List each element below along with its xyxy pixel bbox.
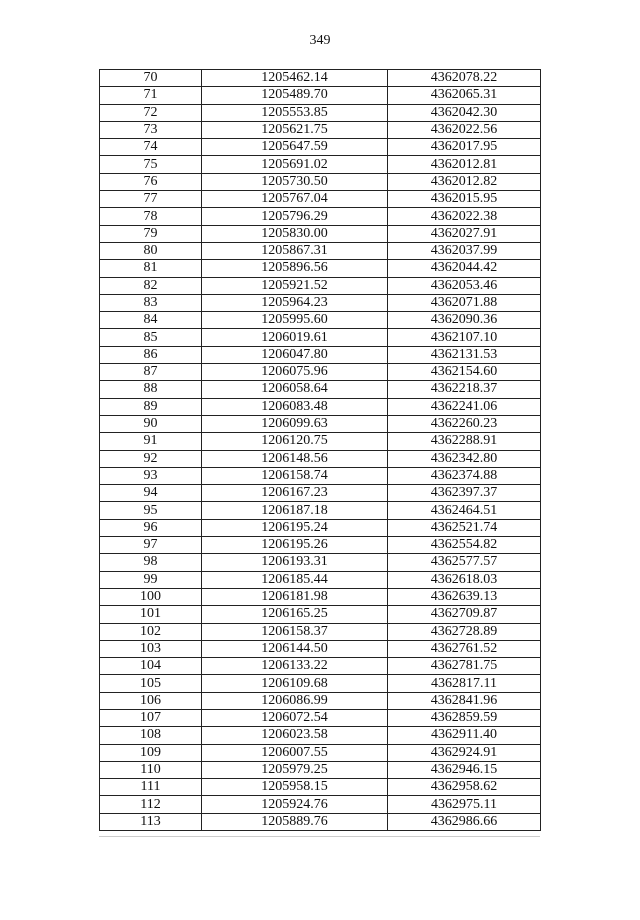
point-number-cell: 102: [100, 623, 202, 640]
y-coordinate-cell: 4362817.11: [388, 675, 541, 692]
point-number-cell: 110: [100, 761, 202, 778]
y-coordinate-cell: 4362042.30: [388, 104, 541, 121]
table-row: [100, 139, 541, 156]
x-coordinate-cell: 1206144.50: [202, 640, 388, 657]
point-number-cell: 81: [100, 260, 202, 277]
y-coordinate-cell: 4362342.80: [388, 450, 541, 467]
y-coordinate-cell: 4362154.60: [388, 364, 541, 381]
point-number-cell: 107: [100, 709, 202, 726]
table-row: [100, 623, 541, 640]
x-coordinate-cell: 1206187.18: [202, 502, 388, 519]
x-coordinate-cell: 1205647.59: [202, 139, 388, 156]
point-number-cell: 108: [100, 727, 202, 744]
y-coordinate-cell: 4362027.91: [388, 225, 541, 242]
y-coordinate-cell: 4362464.51: [388, 502, 541, 519]
table-row: [100, 640, 541, 657]
x-coordinate-cell: 1206099.63: [202, 415, 388, 432]
table-row: [100, 121, 541, 138]
point-number-cell: 74: [100, 139, 202, 156]
point-number-cell: 111: [100, 779, 202, 796]
y-coordinate-cell: 4362107.10: [388, 329, 541, 346]
x-coordinate-cell: 1206072.54: [202, 709, 388, 726]
y-coordinate-cell: 4362022.56: [388, 121, 541, 138]
x-coordinate-cell: 1206019.61: [202, 329, 388, 346]
point-number-cell: 72: [100, 104, 202, 121]
x-coordinate-cell: 1205867.31: [202, 242, 388, 259]
point-number-cell: 82: [100, 277, 202, 294]
y-coordinate-cell: 4362975.11: [388, 796, 541, 813]
coordinates-table: [99, 69, 541, 831]
table-row: [100, 554, 541, 571]
point-number-cell: 104: [100, 658, 202, 675]
x-coordinate-cell: 1206167.23: [202, 485, 388, 502]
point-number-cell: 85: [100, 329, 202, 346]
x-coordinate-cell: 1205958.15: [202, 779, 388, 796]
x-coordinate-cell: 1205979.25: [202, 761, 388, 778]
table-row: [100, 588, 541, 605]
point-number-cell: 95: [100, 502, 202, 519]
table-row: [100, 70, 541, 87]
table-row: [100, 173, 541, 190]
x-coordinate-cell: 1206083.48: [202, 398, 388, 415]
table-row: [100, 87, 541, 104]
x-coordinate-cell: 1206075.96: [202, 364, 388, 381]
x-coordinate-cell: 1206195.26: [202, 537, 388, 554]
table-row: [100, 519, 541, 536]
y-coordinate-cell: 4362397.37: [388, 485, 541, 502]
point-number-cell: 77: [100, 191, 202, 208]
table-row: [100, 675, 541, 692]
y-coordinate-cell: 4362577.57: [388, 554, 541, 571]
x-coordinate-cell: 1206023.58: [202, 727, 388, 744]
point-number-cell: 93: [100, 467, 202, 484]
point-number-cell: 99: [100, 571, 202, 588]
y-coordinate-cell: 4362260.23: [388, 415, 541, 432]
y-coordinate-cell: 4362986.66: [388, 813, 541, 830]
y-coordinate-cell: 4362911.40: [388, 727, 541, 744]
y-coordinate-cell: 4362078.22: [388, 70, 541, 87]
x-coordinate-cell: 1205924.76: [202, 796, 388, 813]
table-row: [100, 502, 541, 519]
point-number-cell: 96: [100, 519, 202, 536]
point-number-cell: 75: [100, 156, 202, 173]
table-row: [100, 398, 541, 415]
x-coordinate-cell: 1206193.31: [202, 554, 388, 571]
x-coordinate-cell: 1206195.24: [202, 519, 388, 536]
y-coordinate-cell: 4362841.96: [388, 692, 541, 709]
point-number-cell: 86: [100, 346, 202, 363]
x-coordinate-cell: 1205995.60: [202, 312, 388, 329]
table-row: [100, 727, 541, 744]
x-coordinate-cell: 1206158.74: [202, 467, 388, 484]
point-number-cell: 103: [100, 640, 202, 657]
point-number-cell: 73: [100, 121, 202, 138]
point-number-cell: 71: [100, 87, 202, 104]
table-row: [100, 312, 541, 329]
x-coordinate-cell: 1205489.70: [202, 87, 388, 104]
y-coordinate-cell: 4362071.88: [388, 294, 541, 311]
x-coordinate-cell: 1206007.55: [202, 744, 388, 761]
y-coordinate-cell: 4362709.87: [388, 606, 541, 623]
table-row: [100, 450, 541, 467]
table-row: [100, 225, 541, 242]
point-number-cell: 88: [100, 381, 202, 398]
x-coordinate-cell: 1205921.52: [202, 277, 388, 294]
table-row: [100, 260, 541, 277]
table-row: [100, 485, 541, 502]
table-row: [100, 813, 541, 830]
x-coordinate-cell: 1206047.80: [202, 346, 388, 363]
table-row: [100, 537, 541, 554]
point-number-cell: 100: [100, 588, 202, 605]
y-coordinate-cell: 4362521.74: [388, 519, 541, 536]
point-number-cell: 106: [100, 692, 202, 709]
y-coordinate-cell: 4362618.03: [388, 571, 541, 588]
x-coordinate-cell: 1205964.23: [202, 294, 388, 311]
table-row: [100, 709, 541, 726]
table-row: [100, 242, 541, 259]
y-coordinate-cell: 4362859.59: [388, 709, 541, 726]
x-coordinate-cell: 1206185.44: [202, 571, 388, 588]
y-coordinate-cell: 4362017.95: [388, 139, 541, 156]
table-row: [100, 364, 541, 381]
point-number-cell: 112: [100, 796, 202, 813]
table-row: [100, 104, 541, 121]
y-coordinate-cell: 4362728.89: [388, 623, 541, 640]
point-number-cell: 83: [100, 294, 202, 311]
table-row: [100, 692, 541, 709]
y-coordinate-cell: 4362037.99: [388, 242, 541, 259]
point-number-cell: 80: [100, 242, 202, 259]
x-coordinate-cell: 1205767.04: [202, 191, 388, 208]
y-coordinate-cell: 4362012.81: [388, 156, 541, 173]
bottom-rule: [99, 836, 540, 837]
y-coordinate-cell: 4362022.38: [388, 208, 541, 225]
page-number: 349: [309, 33, 331, 48]
point-number-cell: 76: [100, 173, 202, 190]
point-number-cell: 70: [100, 70, 202, 87]
y-coordinate-cell: 4362044.42: [388, 260, 541, 277]
x-coordinate-cell: 1205553.85: [202, 104, 388, 121]
point-number-cell: 113: [100, 813, 202, 830]
y-coordinate-cell: 4362241.06: [388, 398, 541, 415]
x-coordinate-cell: 1205896.56: [202, 260, 388, 277]
point-number-cell: 98: [100, 554, 202, 571]
y-coordinate-cell: 4362554.82: [388, 537, 541, 554]
table-row: [100, 796, 541, 813]
table-row: [100, 658, 541, 675]
point-number-cell: 78: [100, 208, 202, 225]
y-coordinate-cell: 4362012.82: [388, 173, 541, 190]
x-coordinate-cell: 1205830.00: [202, 225, 388, 242]
point-number-cell: 91: [100, 433, 202, 450]
y-coordinate-cell: 4362065.31: [388, 87, 541, 104]
y-coordinate-cell: 4362288.91: [388, 433, 541, 450]
x-coordinate-cell: 1206086.99: [202, 692, 388, 709]
x-coordinate-cell: 1206158.37: [202, 623, 388, 640]
y-coordinate-cell: 4362946.15: [388, 761, 541, 778]
table-row: [100, 346, 541, 363]
y-coordinate-cell: 4362761.52: [388, 640, 541, 657]
y-coordinate-cell: 4362131.53: [388, 346, 541, 363]
y-coordinate-cell: 4362015.95: [388, 191, 541, 208]
table-row: [100, 294, 541, 311]
x-coordinate-cell: 1205691.02: [202, 156, 388, 173]
point-number-cell: 109: [100, 744, 202, 761]
table-row: [100, 381, 541, 398]
y-coordinate-cell: 4362218.37: [388, 381, 541, 398]
x-coordinate-cell: 1206148.56: [202, 450, 388, 467]
table-row: [100, 156, 541, 173]
y-coordinate-cell: 4362374.88: [388, 467, 541, 484]
x-coordinate-cell: 1206181.98: [202, 588, 388, 605]
table-row: [100, 415, 541, 432]
table-row: [100, 208, 541, 225]
point-number-cell: 89: [100, 398, 202, 415]
y-coordinate-cell: 4362924.91: [388, 744, 541, 761]
point-number-cell: 79: [100, 225, 202, 242]
x-coordinate-cell: 1206109.68: [202, 675, 388, 692]
point-number-cell: 101: [100, 606, 202, 623]
x-coordinate-cell: 1205621.75: [202, 121, 388, 138]
y-coordinate-cell: 4362958.62: [388, 779, 541, 796]
table-row: [100, 467, 541, 484]
y-coordinate-cell: 4362090.36: [388, 312, 541, 329]
table-row: [100, 277, 541, 294]
point-number-cell: 90: [100, 415, 202, 432]
x-coordinate-cell: 1205796.29: [202, 208, 388, 225]
y-coordinate-cell: 4362781.75: [388, 658, 541, 675]
x-coordinate-cell: 1205730.50: [202, 173, 388, 190]
point-number-cell: 105: [100, 675, 202, 692]
table-row: [100, 433, 541, 450]
point-number-cell: 92: [100, 450, 202, 467]
coordinates-table-body: [100, 70, 541, 831]
table-row: [100, 329, 541, 346]
table-row: [100, 606, 541, 623]
x-coordinate-cell: 1206133.22: [202, 658, 388, 675]
table-row: [100, 744, 541, 761]
x-coordinate-cell: 1205889.76: [202, 813, 388, 830]
table-row: [100, 779, 541, 796]
x-coordinate-cell: 1206058.64: [202, 381, 388, 398]
point-number-cell: 94: [100, 485, 202, 502]
point-number-cell: 84: [100, 312, 202, 329]
y-coordinate-cell: 4362639.13: [388, 588, 541, 605]
point-number-cell: 97: [100, 537, 202, 554]
x-coordinate-cell: 1206165.25: [202, 606, 388, 623]
table-row: [100, 571, 541, 588]
table-row: [100, 761, 541, 778]
x-coordinate-cell: 1206120.75: [202, 433, 388, 450]
point-number-cell: 87: [100, 364, 202, 381]
table-row: [100, 191, 541, 208]
y-coordinate-cell: 4362053.46: [388, 277, 541, 294]
x-coordinate-cell: 1205462.14: [202, 70, 388, 87]
